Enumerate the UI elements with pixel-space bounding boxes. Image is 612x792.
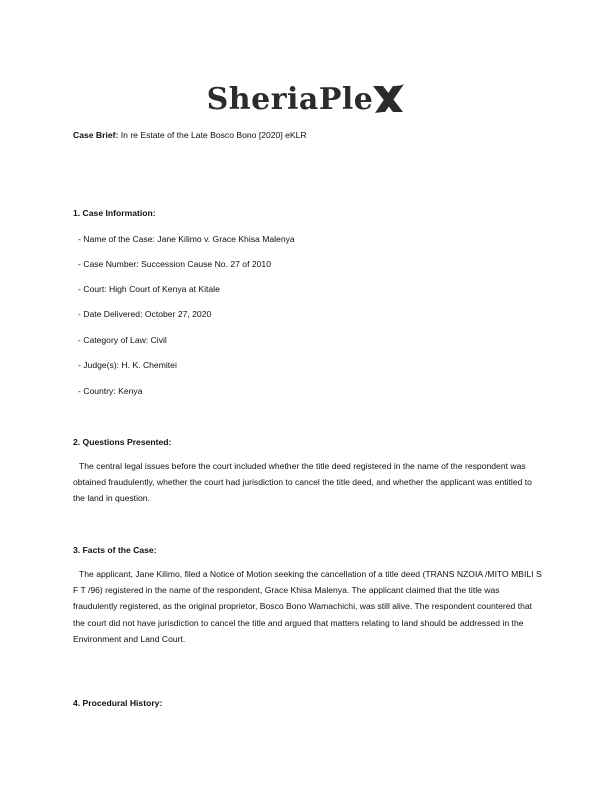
logo-text: SheriaPle — [206, 82, 374, 117]
x-mark-icon — [371, 82, 405, 114]
case-info-item: - Case Number: Succession Cause No. 27 of 2010 — [78, 259, 271, 269]
case-info-item: - Category of Law: Civil — [78, 335, 167, 345]
case-info-item: - Name of the Case: Jane Kilimo v. Grace Khisa Malenya — [78, 234, 295, 244]
section-heading-case-information: 1. Case Information: — [73, 208, 156, 218]
case-info-item: - Judge(s): H. K. Chemitei — [78, 360, 177, 370]
facts-paragraph: The applicant, Jane Kilimo, filed a Notice of Motion seeking the cancellation of a title deed (TRANS NZOIA /MITO MBILI S F T /96) registered in the name of the respondent, Grace Khisa Malenya. The applicant claimed that the title was fraudulently registered, as the original proprietor, Bosco Bono Wamachichi, was still alive. The respondent countered that the court did not have jurisdiction to cancel the title and argued that matters relating to land should be addressed in the Environment and Land Court. — [73, 569, 542, 644]
case-info-item: - Date Delivered: October 27, 2020 — [78, 309, 212, 319]
case-info-item: - Court: High Court of Kenya at Kitale — [78, 284, 220, 294]
case-brief-title: In re Estate of the Late Bosco Bono [2020] eKLR — [120, 130, 307, 140]
section-heading-questions-presented: 2. Questions Presented: — [73, 437, 172, 447]
case-brief-line — [73, 130, 307, 140]
section-heading-procedural-history: 4. Procedural History: — [73, 698, 163, 708]
questions-paragraph: The central legal issues before the court included whether the title deed registered in the name of the respondent was obtained fraudulently, whether the court had jurisdiction to cancel the title deed, and whether the applicant was entitled to the land in question. — [73, 461, 532, 504]
sheriaplex-logo — [0, 82, 612, 117]
section-heading-facts: 3. Facts of the Case: — [73, 545, 157, 555]
case-brief-label: Case Brief: — [73, 130, 119, 140]
case-info-item: - Country: Kenya — [78, 386, 143, 396]
